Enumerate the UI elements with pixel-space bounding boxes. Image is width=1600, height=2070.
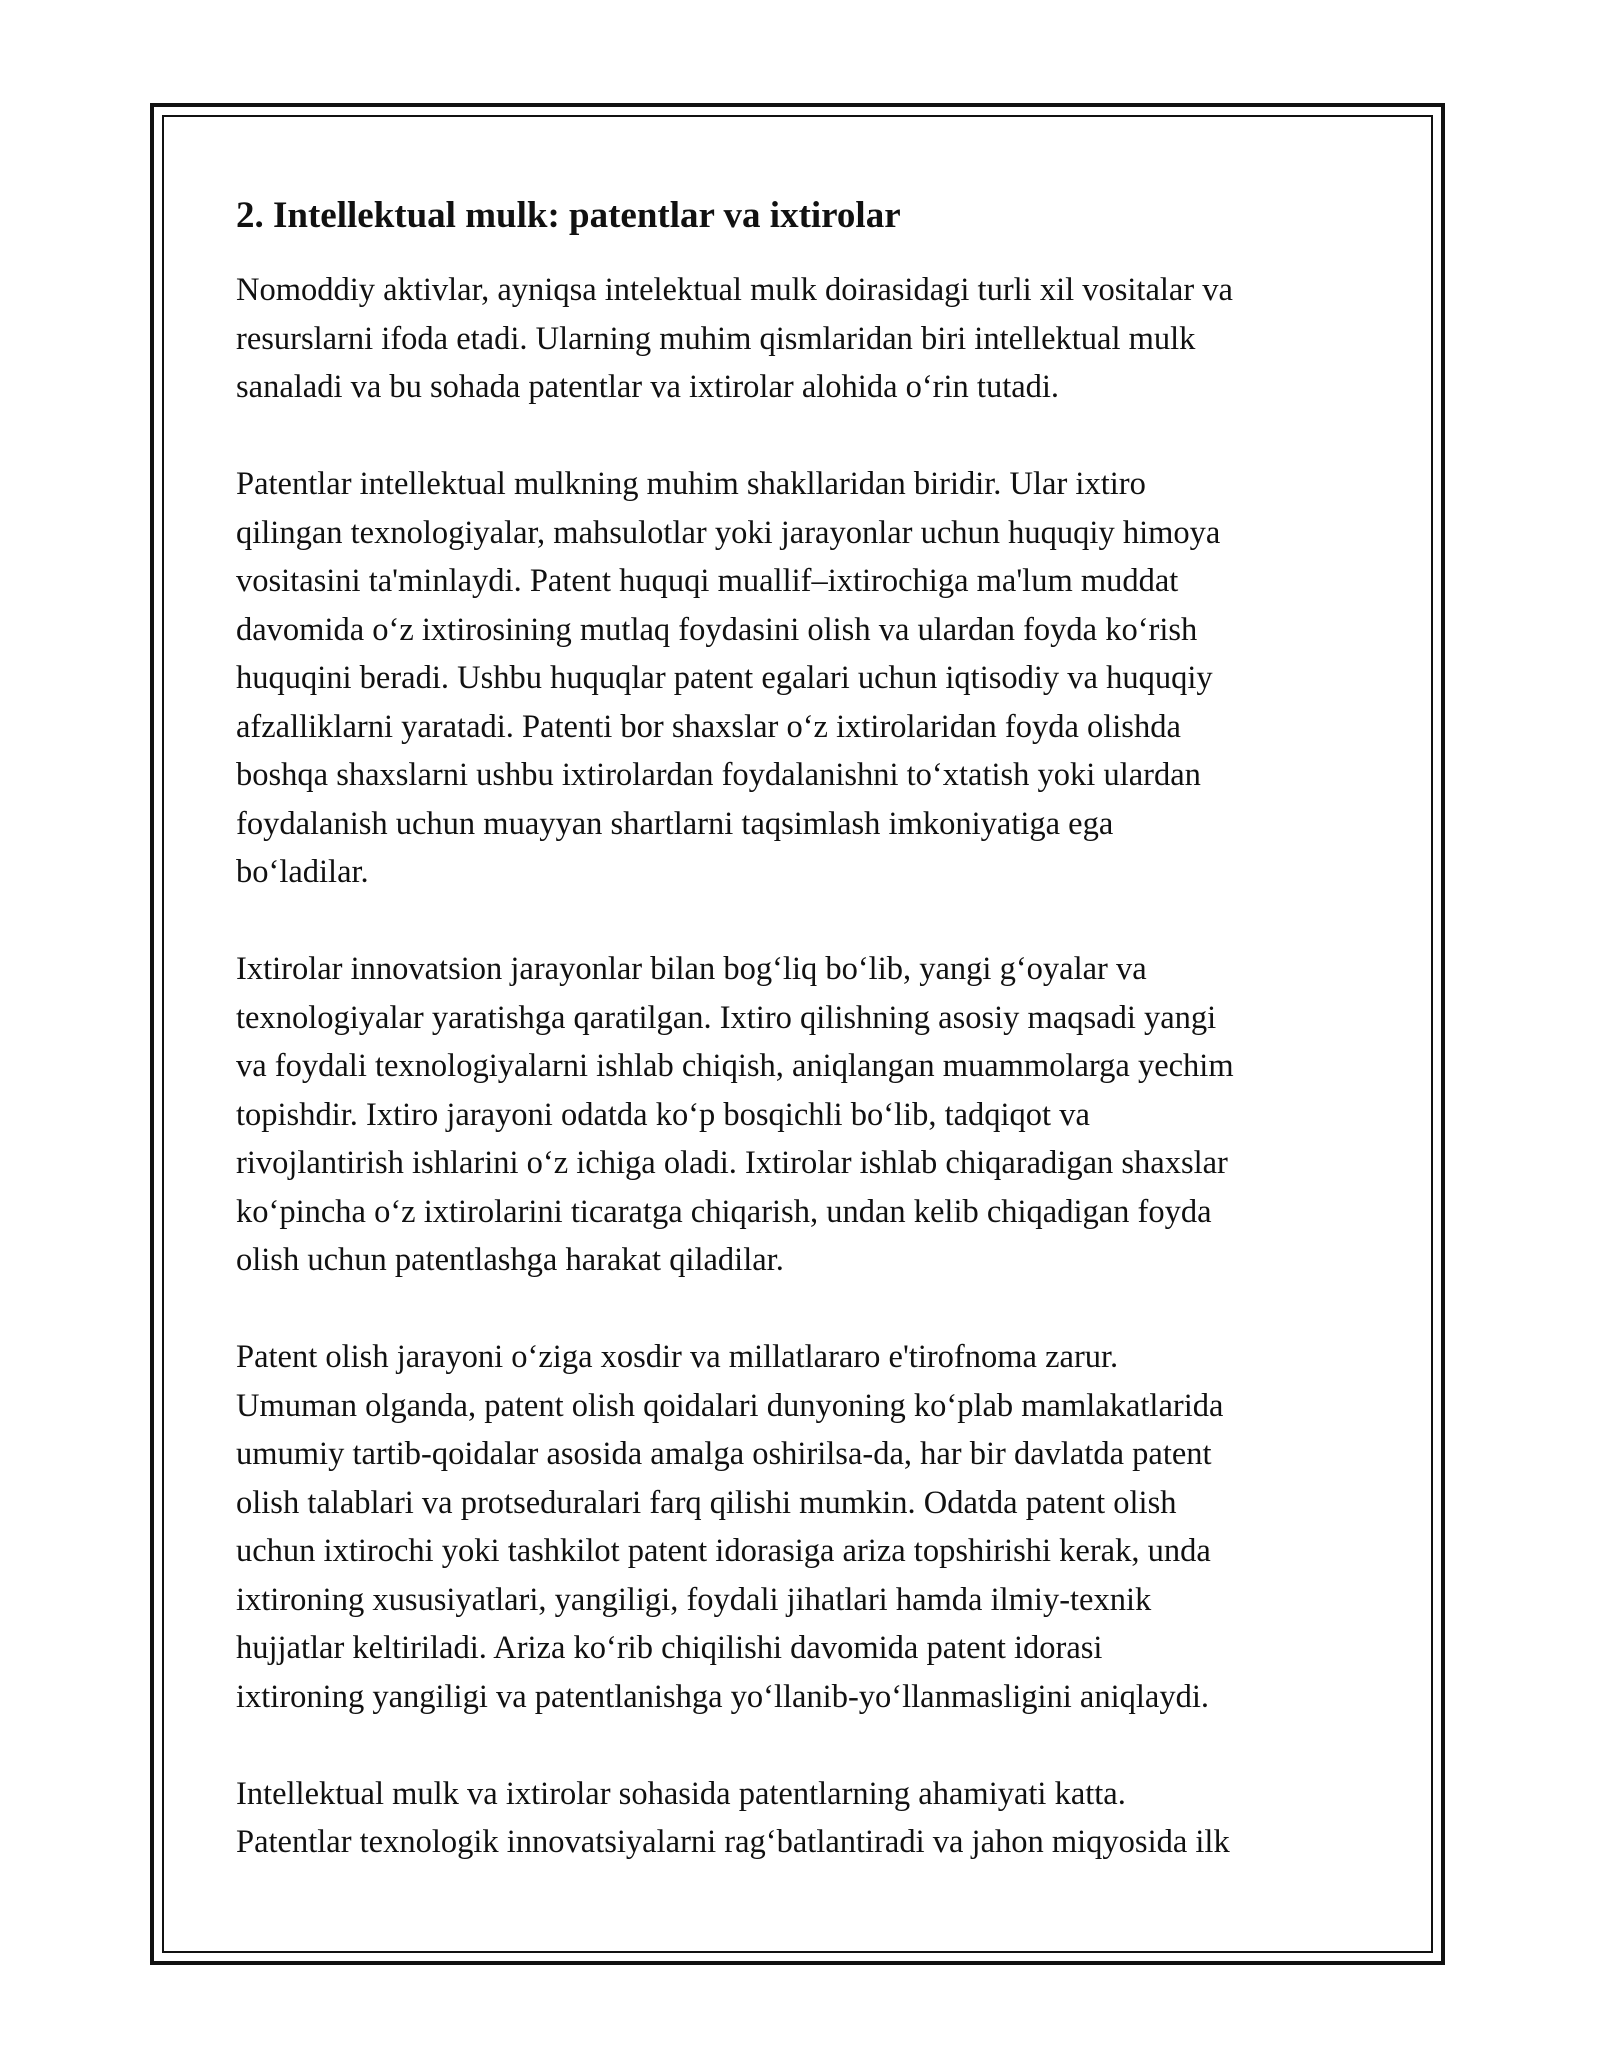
section-heading: 2. Intellektual mulk: patentlar va ixtirolar: [236, 195, 901, 236]
paragraph-4: [236, 1333, 1376, 1721]
text-line: ko‘pincha o‘z ixtirolarini ticaratga chiqarish, undan kelib chiqadigan foyda: [236, 1193, 1212, 1230]
text-line: olish uchun patentlashga harakat qiladilar.: [236, 1242, 784, 1278]
paragraph-2: [236, 460, 1376, 897]
text-line: vositasini ta'minlaydi. Patent huquqi muallif–ixtirochiga ma'lum muddat: [236, 563, 1179, 599]
text-line: texnologiyalar yaratishga qaratilgan. Ixtiro qilishning asosiy maqsadi yangi: [236, 999, 1217, 1036]
text-line: ixtironing xususiyatlari, yangiligi, foydali jihatlari hamda ilmiy-texnik: [236, 1581, 1152, 1618]
paragraph-1: [236, 266, 1376, 412]
text-line: Ixtirolar innovatsion jarayonlar bilan bog‘liq bo‘lib, yangi g‘oyalar va: [236, 951, 1147, 987]
text-line: davomida o‘z ixtirosining mutlaq foydasini olish va ulardan foyda ko‘rish: [236, 611, 1198, 648]
text-line: uchun ixtirochi yoki tashkilot patent idorasiga ariza topshirishi kerak, unda: [236, 1533, 1211, 1569]
text-line: qilingan texnologiyalar, mahsulotlar yoki jarayonlar uchun huquqiy himoya: [236, 514, 1221, 551]
text-line: foydalanish uchun muayyan shartlarni taqsimlash imkoniyatiga ega: [236, 805, 1114, 842]
text-line: hujjatlar keltiriladi. Ariza ko‘rib chiqilishi davomida patent idorasi: [236, 1630, 1103, 1666]
paragraph-3: [236, 945, 1376, 1285]
paragraph-5: [236, 1770, 1376, 1867]
text-line: Patentlar texnologik innovatsiyalarni rag‘batlantiradi va jahon miqyosida ilk: [236, 1824, 1230, 1860]
text-line: sanaladi va bu sohada patentlar va ixtirolar alohida o‘rin tutadi.: [236, 369, 1060, 405]
text-line: ixtironing yangiligi va patentlanishga yo‘llanib-yo‘llanmasligini aniqlaydi.: [236, 1678, 1210, 1715]
text-line: umumiy tartib-qoidalar asosida amalga oshirilsa-da, har bir davlatda patent: [236, 1436, 1212, 1472]
text-line: olish talablari va protseduralari farq qilishi mumkin. Odatda patent olish: [236, 1484, 1177, 1521]
text-line: huquqini beradi. Ushbu huquqlar patent egalari uchun iqtisodiy va huquqiy: [236, 660, 1213, 696]
text-line: va foydali texnologiyalarni ishlab chiqish, aniqlangan muammolarga yechim: [236, 1048, 1234, 1084]
text-line: Intellektual mulk va ixtirolar sohasida patentlarning ahamiyati katta.: [236, 1775, 1126, 1812]
text-line: Patent olish jarayoni o‘ziga xosdir va millatlararo e'tirofnoma zarur.: [236, 1339, 1119, 1375]
text-line: Umuman olganda, patent olish qoidalari dunyoning ko‘plab mamlakatlarida: [236, 1387, 1224, 1424]
document-body: [236, 182, 1376, 1915]
text-line: Nomoddiy aktivlar, ayniqsa intelektual mulk doirasidagi turli xil vositalar va: [236, 272, 1233, 308]
text-line: boshqa shaxslarni ushbu ixtirolardan foydalanishni to‘xtatish yoki ulardan: [236, 757, 1201, 793]
text-line: bo‘ladilar.: [236, 854, 369, 890]
text-line: rivojlantirish ishlarini o‘z ichiga oladi. Ixtirolar ishlab chiqaradigan shaxslar: [236, 1145, 1228, 1181]
text-line: afzalliklarni yaratadi. Patenti bor shaxslar o‘z ixtirolaridan foyda olishda: [236, 708, 1181, 745]
text-line: topishdir. Ixtiro jarayoni odatda ko‘p bosqichli bo‘lib, tadqiqot va: [236, 1096, 1090, 1133]
text-line: Patentlar intellektual mulkning muhim shakllaridan biridir. Ular ixtiro: [236, 466, 1146, 502]
text-line: resurslarni ifoda etadi. Ularning muhim qismlaridan biri intellektual mulk: [236, 320, 1196, 357]
